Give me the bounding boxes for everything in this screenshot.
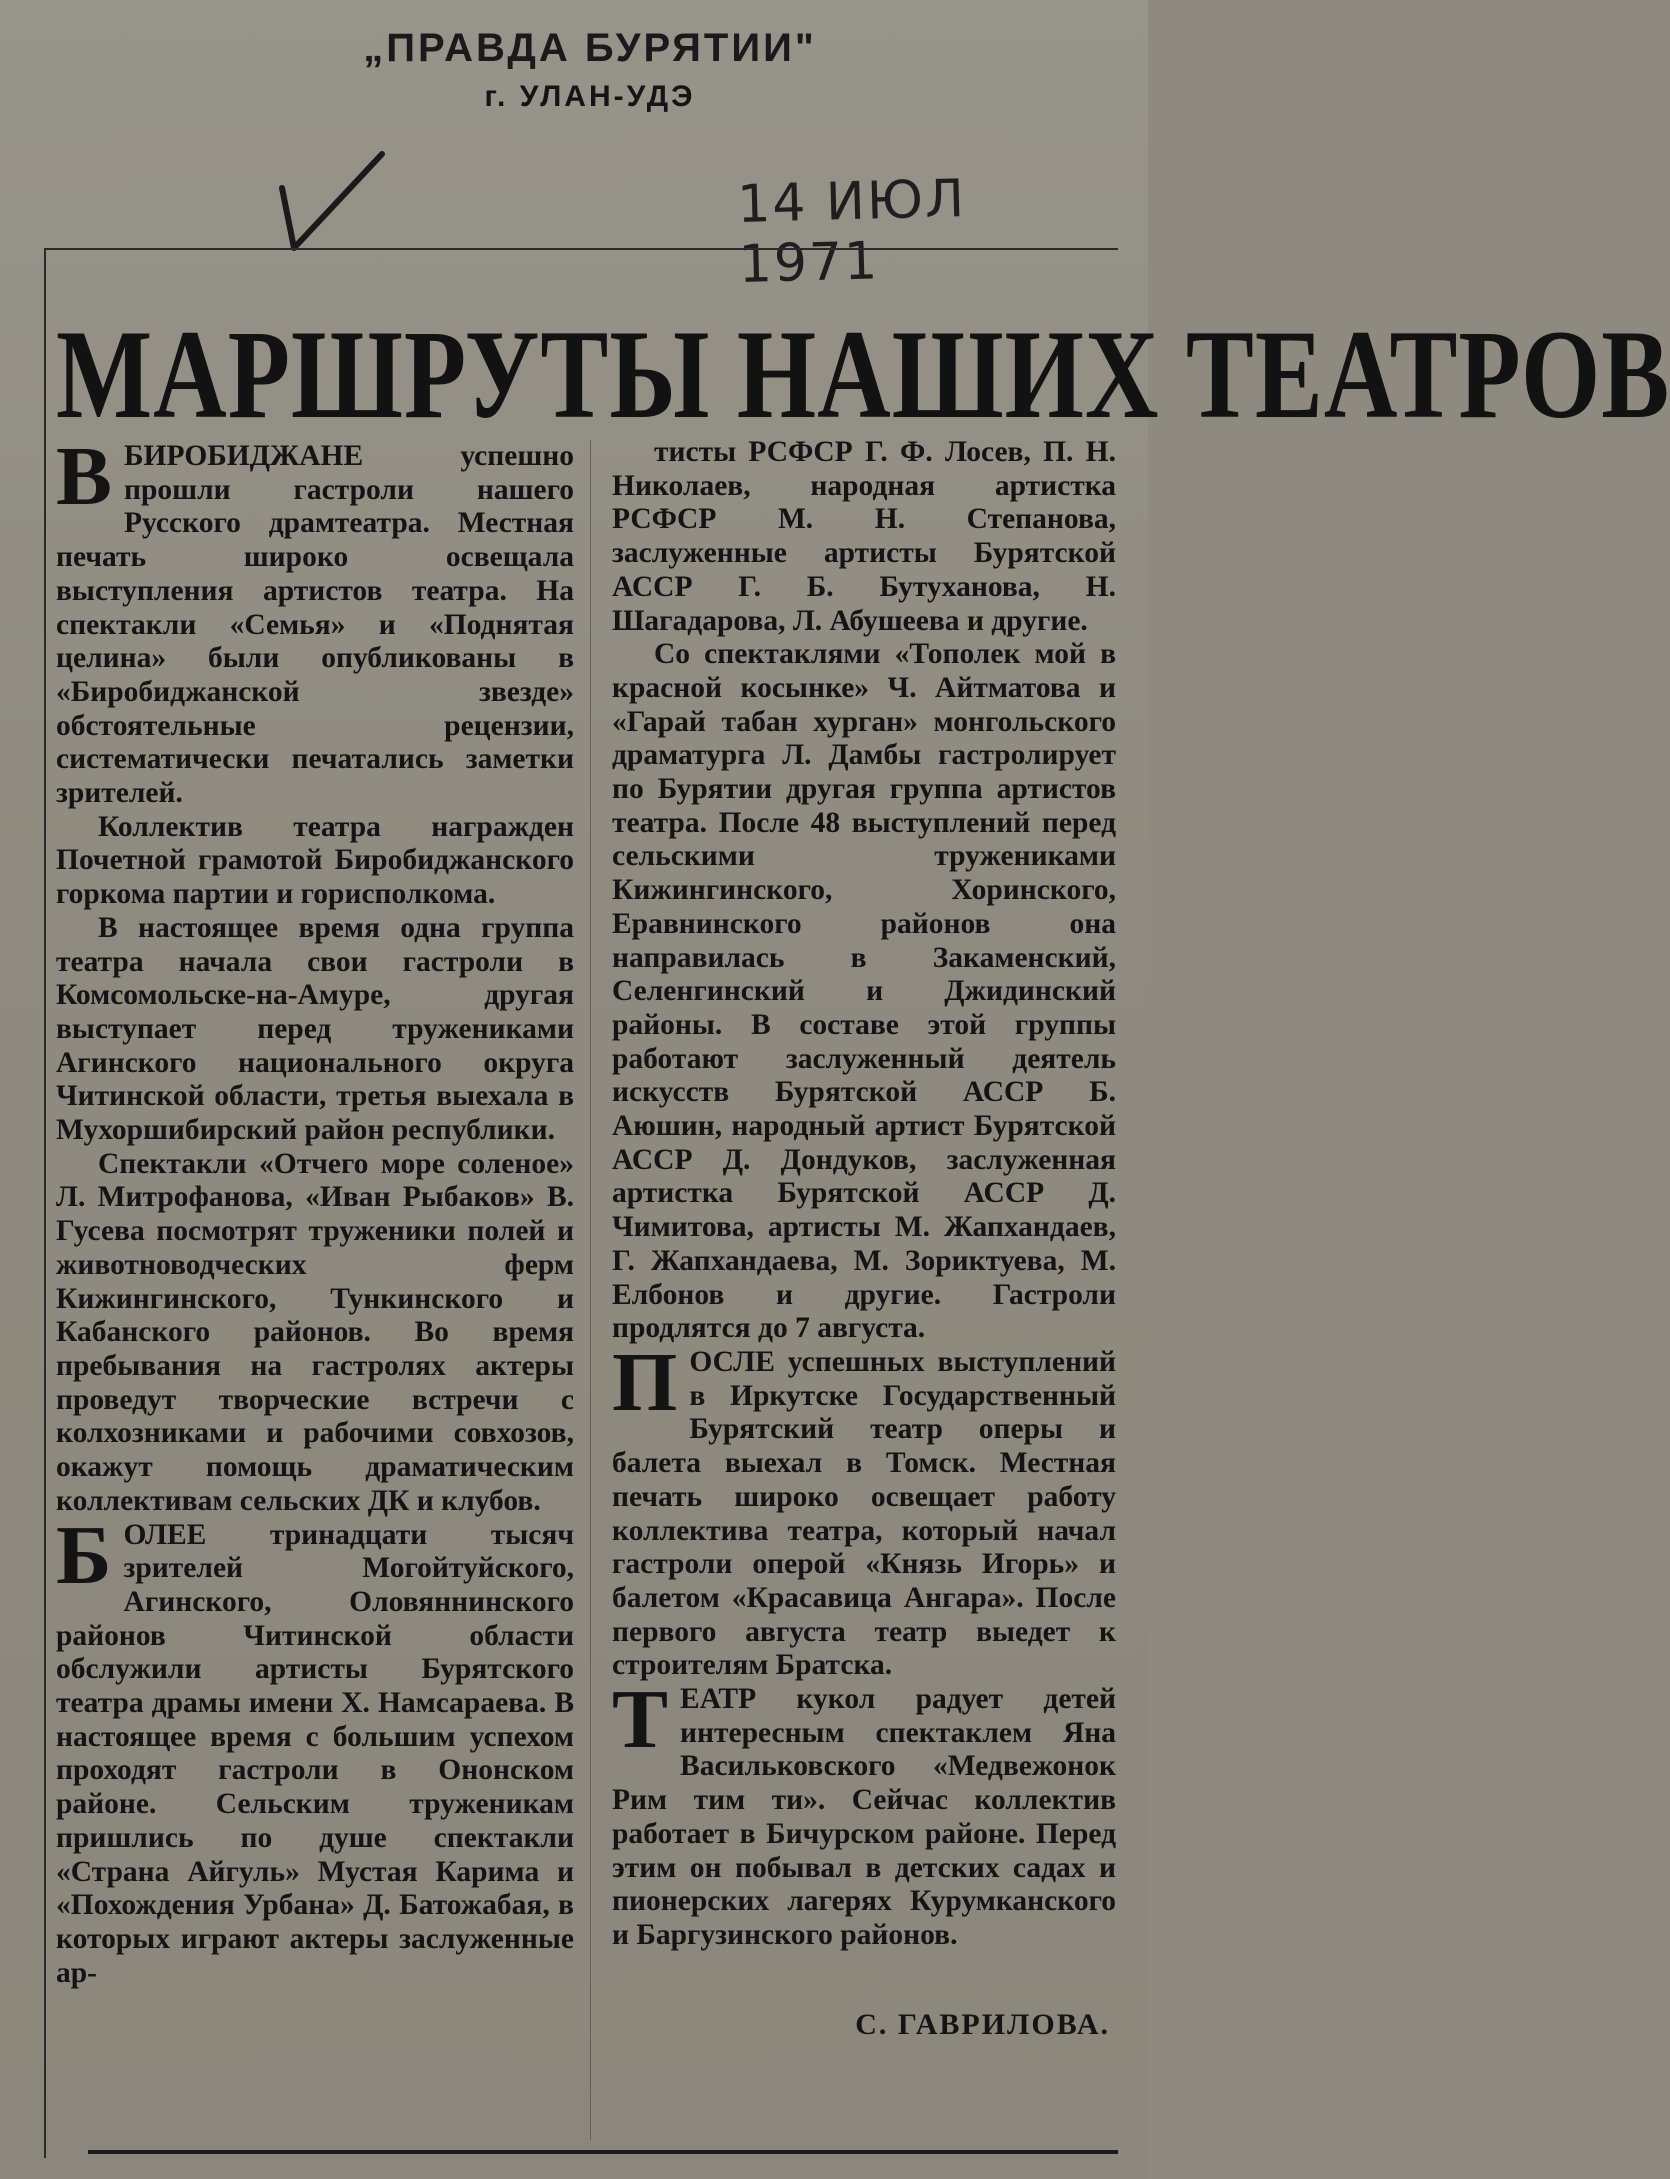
date-stamp: 14 ИЮЛ 1971 <box>736 169 967 295</box>
city-line: г. УЛАН-УДЭ <box>484 80 696 113</box>
paragraph: Коллектив театра награжден Почетной грамотой Биробиджанского горкома партии и горисполкома. <box>56 810 574 911</box>
article-column-right <box>612 436 1116 1953</box>
drop-cap: В <box>56 430 113 523</box>
article-author: С. ГАВРИЛОВА. <box>855 2008 1110 2041</box>
paragraph <box>56 430 574 811</box>
drop-cap: П <box>612 1335 678 1429</box>
paragraph-text: ОЛЕЕ тринадцати тысяч зрителей Могойтуйского, Агинского, Оловяннинского районов Читинской области обслужили артисты Бурятского театра драмы имени Х. Намсараева. В настоящее время с большим успехом проходят гастроли в Ононском районе. Сельским труженикам пришлись по душе спектакли «Страна Айгуль» Мустая Карима и «Похождения Урбана» Д. Батожабая, в которых играют актеры заслуженные ар- <box>56 1518 574 1989</box>
check-mark-icon <box>272 148 392 258</box>
paragraph: тисты РСФСР Г. Ф. Лосев, П. Н. Николаев, народная артистка РСФСР М. Н. Степанова, заслуженные артисты Бурятской АССР Г. Б. Бутуханова, Н. Шагадарова, Л. Абушеева и другие. <box>612 436 1116 637</box>
paragraph <box>612 1673 1116 1953</box>
paragraph: Со спектаклями «Тополек мой в красной косынке» Ч. Айтматова и «Гарай табан хурган» монгольского драматурга Л. Дамбы гастролирует по Бурятии другая группа артистов театра. После 48 выступлений перед сельскими тружениками Кижингинского, Хоринского, Еравнинского районов она направилась в Закаменский, Селенгинский и Джидинский районы. В составе этой группы работают заслуженный деятель искусств Бурятской АССР Б. Аюшин, народный артист Бурятской АССР Д. Дондуков, заслуженная артистка Бурятской АССР Д. Чимитова, артисты М. Жапхандаев, Г. Жапхандаева, М. Зориктуева, М. Елбонов и другие. Гастроли продлятся до 7 августа. <box>612 638 1116 1345</box>
newspaper-name: „ПРАВДА БУРЯТИИ" <box>363 26 817 70</box>
column-divider <box>590 440 591 2140</box>
paragraph-lead: БИРОБИДЖАНЕ <box>124 440 364 472</box>
paragraph-text: ЕАТР кукол радует детей интересным спектаклем Яна Васильковского «Медвежонок Рим тим ти». Сейчас коллектив работает в Бичурском районе. Перед этим он побывал в детских садах и пионерских лагерях Курумканского и Баргузинского районов. <box>612 1683 1116 1951</box>
bottom-rule <box>88 2150 1118 2154</box>
article-headline: МАРШРУТЫ НАШИХ ТЕАТРОВ <box>56 304 1670 445</box>
paragraph-text: успешно прошли гастроли нашего Русского драмтеатра. Местная печать широко освещала выступления артистов театра. На спектакли «Семья» и «Поднятая целина» были опубликованы в «Биробиджанской звезде» обстоятельные рецензии, систематически печатались заметки зрителей. <box>56 440 574 810</box>
paragraph <box>612 1335 1116 1683</box>
article-column-left <box>56 430 574 1990</box>
paragraph: Спектакли «Отчего море соленое» Л. Митрофанова, «Иван Рыбаков» В. Гусева посмотрят труженики полей и животноводческих ферм Кижингинского, Тункинского и Кабанского районов. Во время пребывания на гастролях актеры проведут творческие встречи с колхозниками и рабочими совхозов, окажут помощь драматическим коллективам сельских ДК и клубов. <box>56 1147 574 1517</box>
paragraph <box>56 1508 574 1991</box>
drop-cap: Б <box>56 1508 112 1602</box>
drop-cap: Т <box>612 1673 669 1767</box>
paragraph-text: ОСЛЕ успешных выступлений в Иркутске Государственный Бурятский театр оперы и балета выехал в Томск. Местная печать широко освещает работу коллектива театра, который начал гастроли оперой «Князь Игорь» и балетом «Красавица Ангара». После первого августа театр выедет к строителям Братска. <box>612 1345 1116 1682</box>
paragraph: В настоящее время одна группа театра начала свои гастроли в Комсомольске-на-Амуре, другая выступает перед тружениками Агинского национального округа Читинской области, третья выехала в Мухоршибирский район республики. <box>56 911 574 1147</box>
